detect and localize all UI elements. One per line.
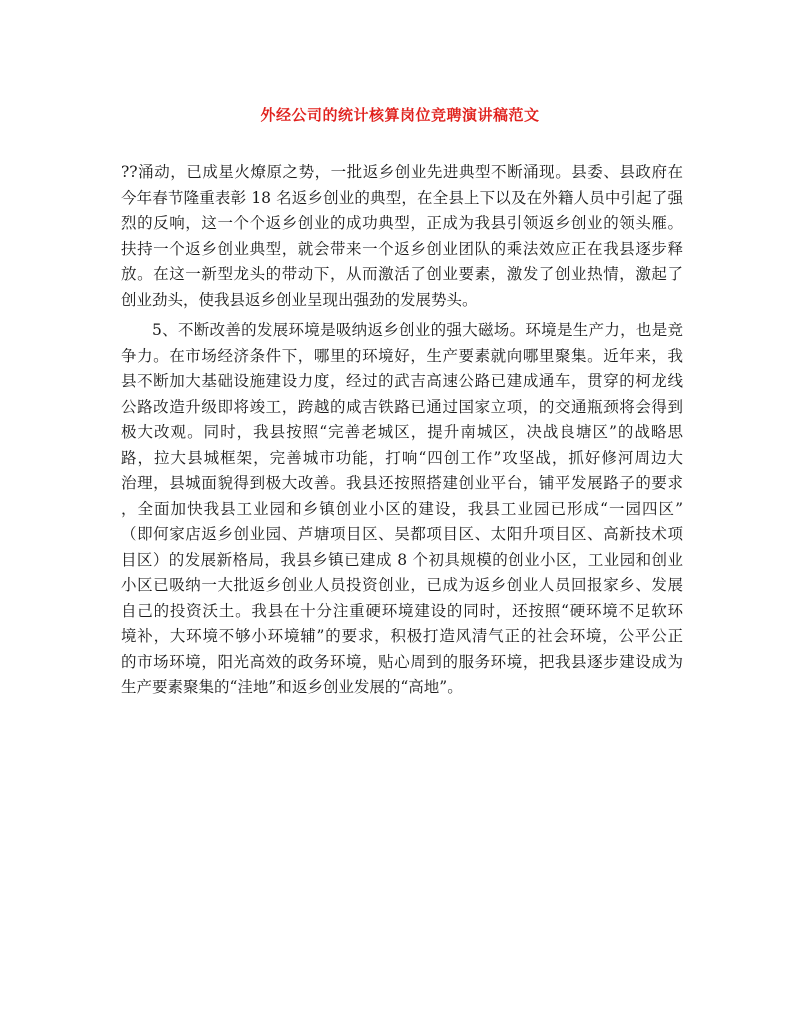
text-line: 的市场环境，阳光高效的政务环境，贴心周到的服务环境，把我县逐步建设成为 <box>121 652 683 671</box>
paragraph-1 <box>121 160 683 313</box>
text-line: 放。在这一新型龙头的带动下，从而激活了创业要素，激发了创业热情，激起了 <box>121 265 683 283</box>
text-line: 自己的投资沃土。我县在十分注重硬环境建设的同时，还按照“硬环境不足软环 <box>121 601 683 620</box>
text-line: 今年春节隆重表彰 18 名返乡创业的典型，在全县上下以及在外籍人员中引起了强 <box>121 188 683 207</box>
text-line: 扶持一个返乡创业典型，就会带来一个返乡创业团队的乘法效应正在我县逐步释 <box>121 239 683 258</box>
text-line: 生产要素聚集的“洼地”和返乡创业发展的“高地”。 <box>121 678 463 696</box>
text-line: 治理，县城面貌得到极大改善。我县还按照搭建创业平台，铺平发展路子的要求 <box>121 474 683 492</box>
text-line: 小区已吸纳一大批返乡创业人员投资创业，已成为返乡创业人员回报家乡、发展 <box>121 576 683 594</box>
paragraph-2 <box>121 318 683 701</box>
text-line: 公路改造升级即将竣工，跨越的咸吉铁路已通过国家立项，的交通瓶颈将会得到 <box>121 397 683 416</box>
text-line: 境补，大环境不够小环境辅”的要求，积极打造风清气正的社会环境，公平公正 <box>121 627 683 645</box>
text-line: 5、不断改善的发展环境是吸纳返乡创业的强大磁场。环境是生产力，也是竞 <box>152 321 683 339</box>
text-line: ，全面加快我县工业园和乡镇创业小区的建设，我县工业园已形成“一园四区” <box>121 499 683 518</box>
text-line: 极大改观。同时，我县按照“完善老城区，提升南城区，决战良塘区”的战略思 <box>121 423 683 441</box>
document-title: 外经公司的统计核算岗位竞聘演讲稿范文 <box>260 106 540 124</box>
text-line: （即何家店返乡创业园、芦塘项目区、吴都项目区、太阳升项目区、高新技术项 <box>121 525 683 543</box>
text-line: 路，拉大县城框架，完善城市功能，打响“四创工作”攻坚战，抓好修河周边大 <box>121 448 683 467</box>
document-body <box>121 160 683 701</box>
text-line: 目区）的发展新格局，我县乡镇已建成 8 个初具规模的创业小区，工业园和创业 <box>121 550 683 569</box>
text-line: 争力。在市场经济条件下，哪里的环境好，生产要素就向哪里聚集。近年来，我 <box>121 346 683 365</box>
text-line: ??涌动，已成星火燎原之势，一批返乡创业先进典型不断涌现。县委、县政府在 <box>121 163 683 181</box>
text-line: 烈的反响，这一个个返乡创业的成功典型，正成为我县引领返乡创业的领头雁。 <box>121 214 683 232</box>
text-line: 县不断加大基础设施建设力度，经过的武吉高速公路已建成通车，贯穿的柯龙线 <box>121 372 683 390</box>
text-line: 创业劲头，使我县返乡创业呈现出强劲的发展势头。 <box>121 290 478 309</box>
